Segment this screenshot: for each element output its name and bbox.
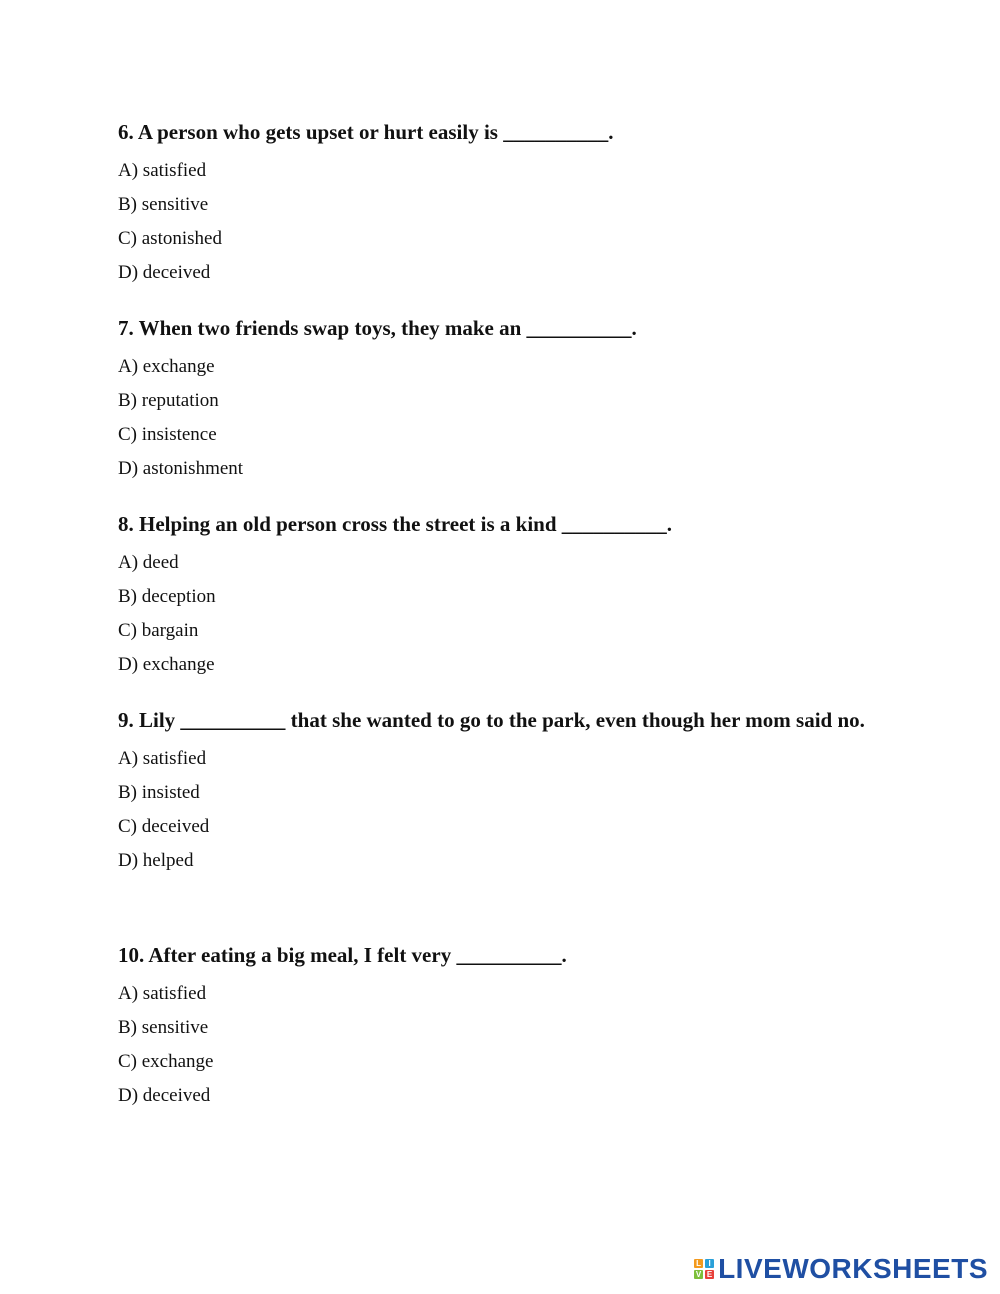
question-6 <box>118 113 888 290</box>
logo-letter: E <box>706 1270 713 1279</box>
option-c[interactable]: C) deceived <box>118 816 210 837</box>
option-b[interactable]: B) deception <box>118 586 216 607</box>
question-text: 8. Helping an old person cross the street is a kind __________. <box>118 512 673 536</box>
question-text: 6. A person who gets upset or hurt easily is __________. <box>118 120 614 144</box>
question-9 <box>118 701 888 878</box>
option-a[interactable]: A) exchange <box>118 356 215 377</box>
option-b[interactable]: B) reputation <box>118 390 219 411</box>
logo-letter: L <box>694 1259 703 1268</box>
option-d[interactable]: D) helped <box>118 850 194 871</box>
option-a[interactable]: A) satisfied <box>118 983 207 1004</box>
question-7 <box>118 309 888 486</box>
logo-grid-icon <box>694 1259 714 1279</box>
option-a[interactable]: A) deed <box>118 552 179 573</box>
option-b[interactable]: B) sensitive <box>118 1017 209 1038</box>
option-a[interactable]: A) satisfied <box>118 160 207 181</box>
brand-name: LIVEWORKSHEETS <box>718 1253 988 1284</box>
question-10 <box>118 936 888 1113</box>
option-c[interactable]: C) bargain <box>118 620 199 641</box>
question-text: 10. After eating a big meal, I felt very __________. <box>118 943 567 967</box>
question-text: 9. Lily __________ that she wanted to go to the park, even though her mom said no. <box>118 708 865 732</box>
option-d[interactable]: D) exchange <box>118 654 215 675</box>
option-d[interactable]: D) deceived <box>118 262 211 283</box>
option-c[interactable]: C) insistence <box>118 424 217 445</box>
question-text: 7. When two friends swap toys, they make an __________. <box>118 316 637 340</box>
logo-letter: I <box>705 1259 714 1268</box>
option-b[interactable]: B) sensitive <box>118 194 209 215</box>
liveworksheets-logo <box>694 1253 988 1285</box>
option-d[interactable]: D) deceived <box>118 1085 211 1106</box>
question-8 <box>118 505 888 682</box>
option-b[interactable]: B) insisted <box>118 782 200 803</box>
option-c[interactable]: C) exchange <box>118 1051 214 1072</box>
option-a[interactable]: A) satisfied <box>118 748 207 769</box>
logo-letter: V <box>695 1270 702 1279</box>
option-c[interactable]: C) astonished <box>118 228 222 249</box>
option-d[interactable]: D) astonishment <box>118 458 244 479</box>
